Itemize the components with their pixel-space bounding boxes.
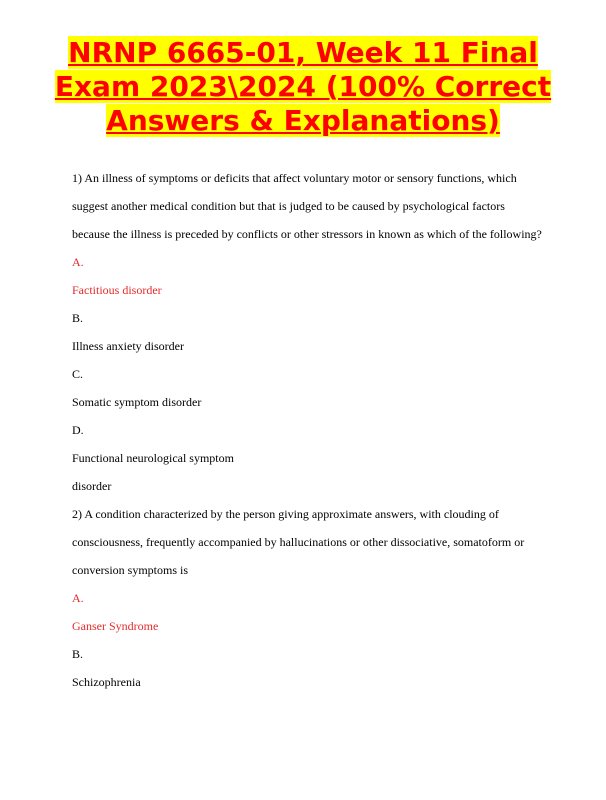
question-1-option-d-letter: D.: [72, 423, 84, 437]
question-2-option-a-text: Ganser Syndrome: [72, 619, 159, 633]
question-2-option-b-letter: B.: [72, 647, 84, 661]
question-1-option-d-text: Functional neurological symptom: [72, 451, 234, 465]
document-body: [72, 164, 542, 696]
question-1-option-c-text: Somatic symptom disorder: [72, 395, 202, 409]
document-title: [40, 36, 566, 138]
question-1-option-c-letter: C.: [72, 367, 84, 381]
question-2-text: 2) A condition characterized by the person giving approximate answers, with clouding of consciousness, frequently accompanied by hallucinations or other dissociative, somatoform or conversion symptoms is: [72, 507, 525, 577]
document-title-text: NRNP 6665-01, Week 11 Final Exam 2023\2024 (100% Correct Answers & Explanations): [54, 36, 552, 137]
question-1-option-a-letter: A.: [72, 255, 84, 269]
question-2-option-a-letter: A.: [72, 591, 84, 605]
question-1-option-b-text: Illness anxiety disorder: [72, 339, 184, 353]
question-1-option-a-text: Factitious disorder: [72, 283, 162, 297]
question-1-text: 1) An illness of symptoms or deficits that affect voluntary motor or sensory functions, which suggest another medical condition but that is judged to be caused by psychological factors because the illness is preceded by conflicts or other stressors in known as which of the following?: [72, 171, 542, 241]
question-1-option-d-text-continued: disorder: [72, 479, 112, 493]
question-2-option-b-text: Schizophrenia: [72, 675, 141, 689]
question-1-option-b-letter: B.: [72, 311, 84, 325]
